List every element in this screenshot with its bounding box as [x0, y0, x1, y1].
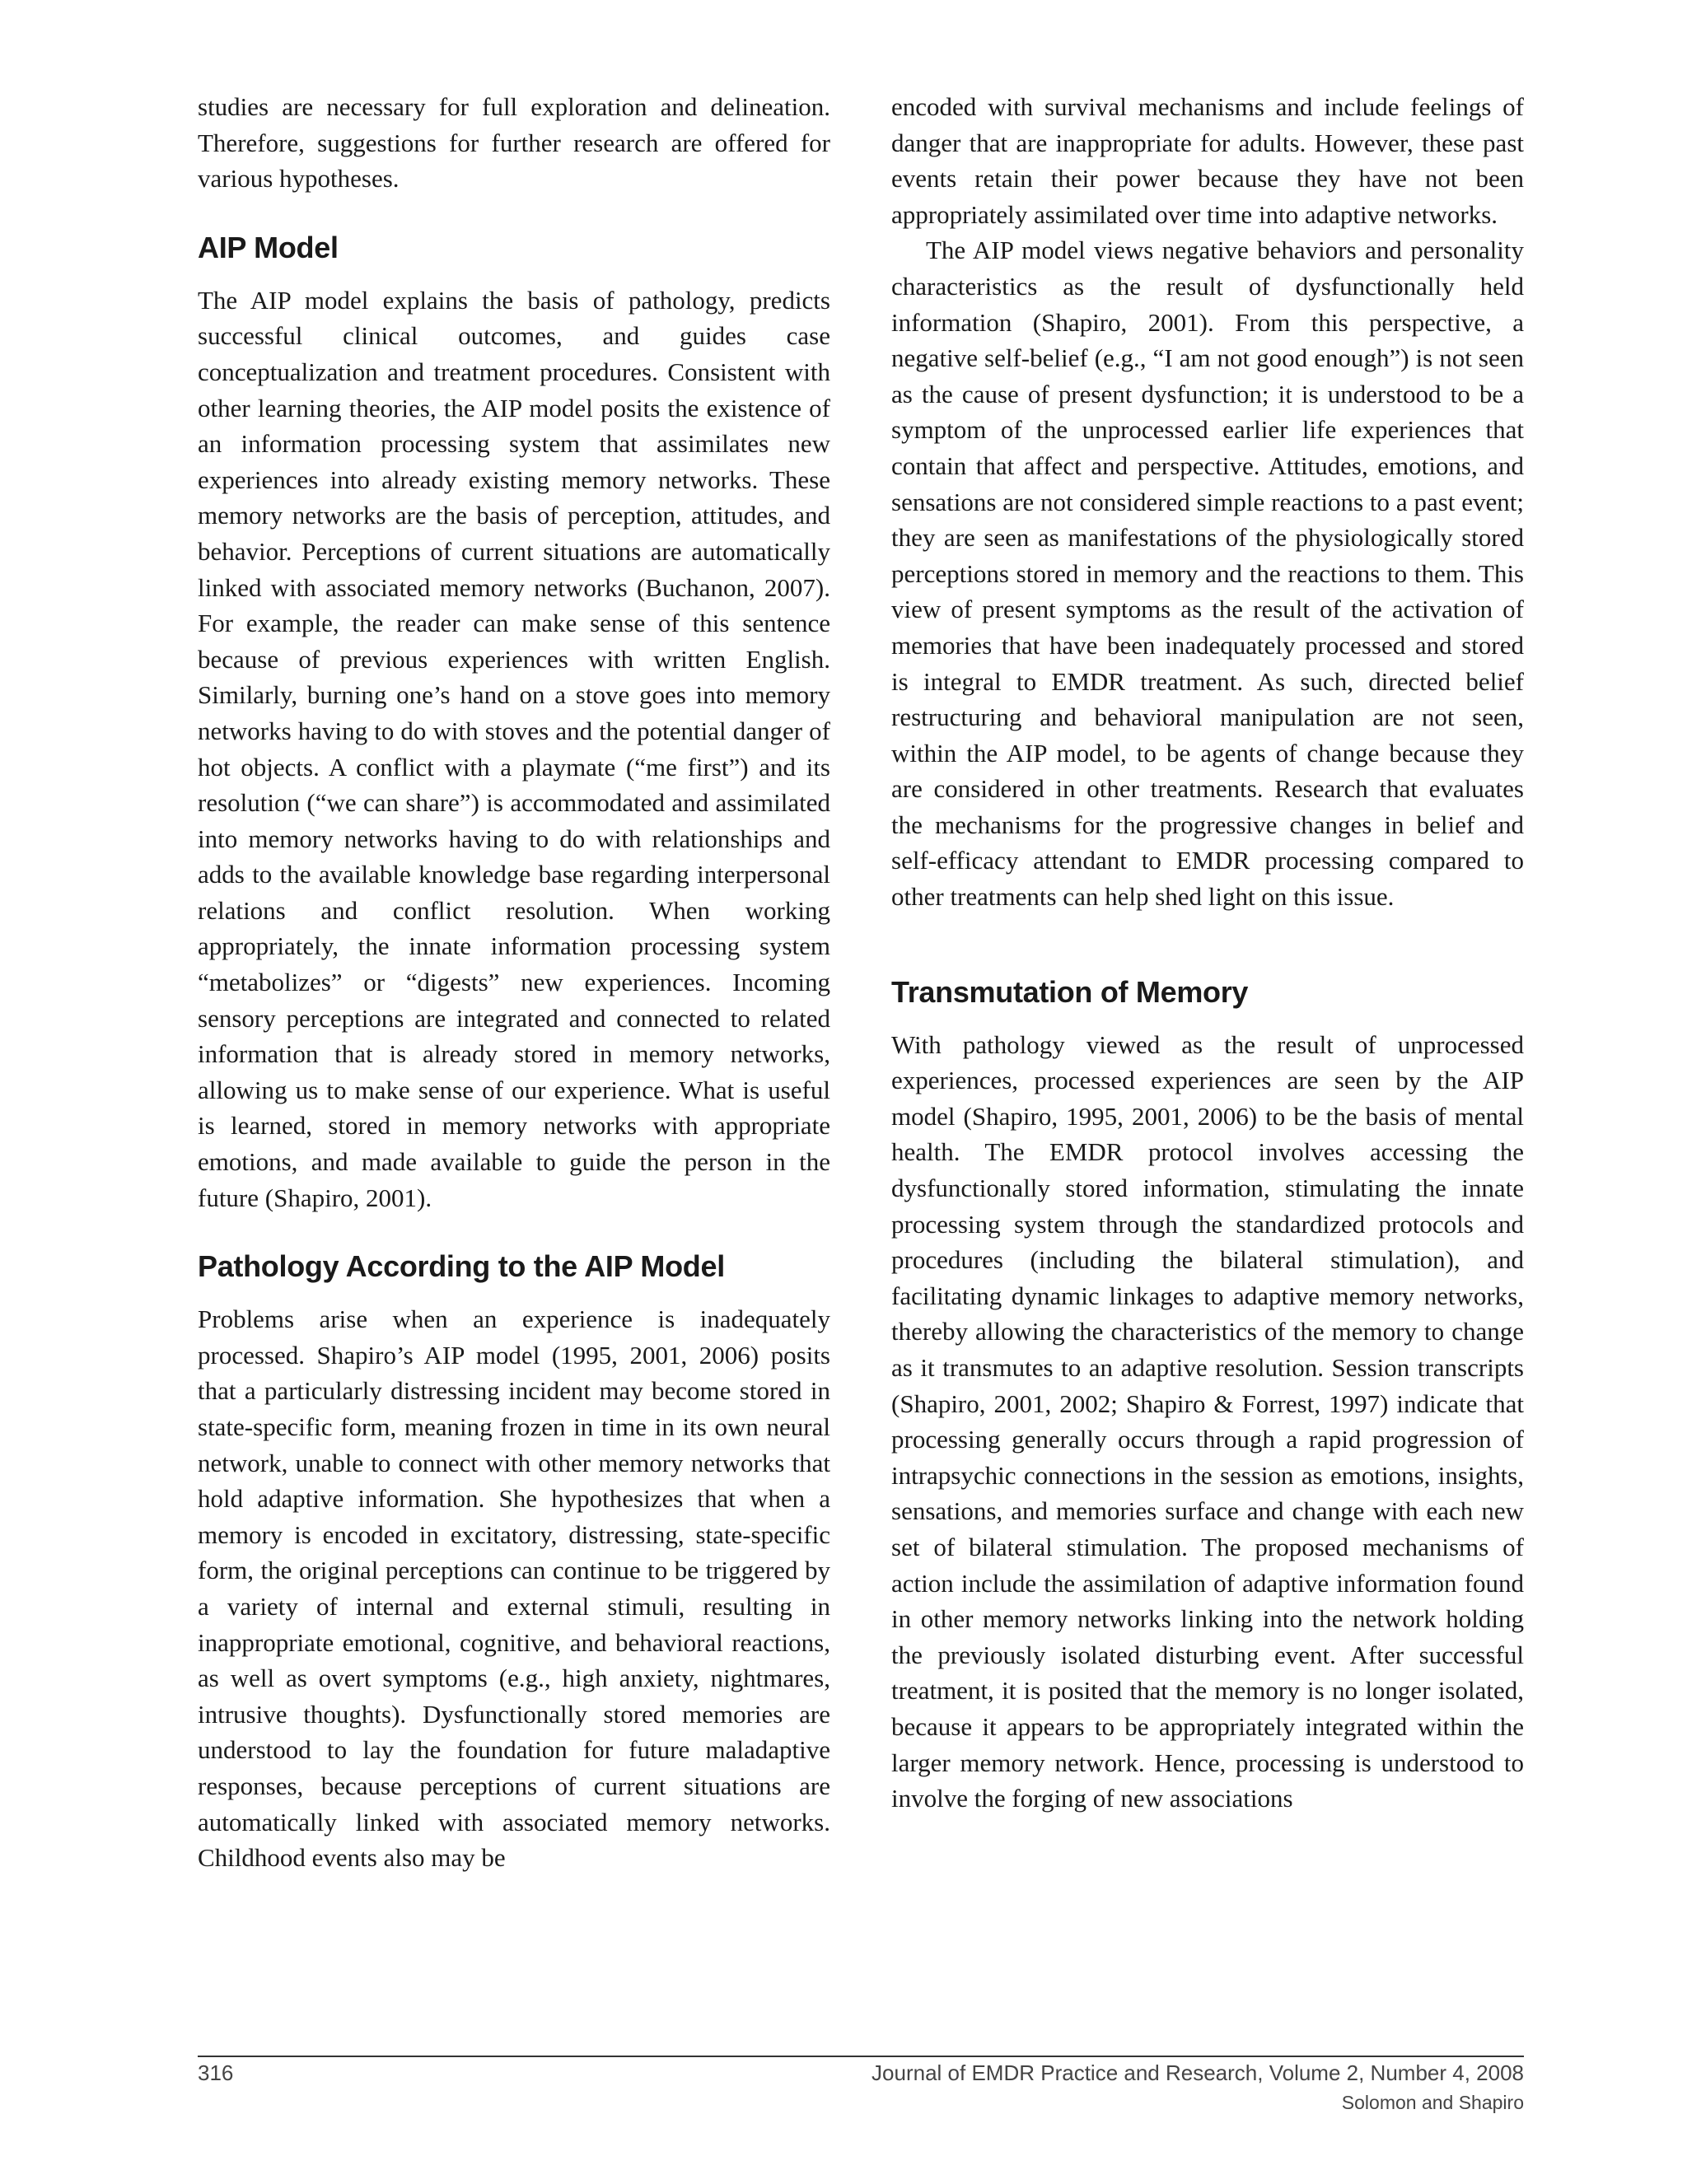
left-column: [198, 89, 830, 1876]
running-authors: Solomon and Shapiro: [1341, 2092, 1524, 2113]
intro-paragraph: studies are necessary for full exploration and delineation. Therefore, suggestions for further research are offered for various hypotheses.: [198, 92, 830, 194]
heading-pathology: Pathology According to the AIP Model: [198, 1249, 725, 1284]
transmutation-paragraph: With pathology viewed as the result of unprocessed experiences, processed experiences are seen by the AIP model (Shapiro, 1995, 2001, 2006) to be the basis of mental health. The EMDR protocol involves accessing the dysfunctionally stored information, stimulating the innate processing system through the standardized protocols and procedures (including the bilateral stimulation), and facilitating dynamic linkages to adaptive memory networks, thereby allowing the characteristics of the memory to change as it transmutes to an adaptive resolution. Session transcripts (Shapiro, 2001, 2002; Shapiro & Forrest, 1997) indicate that processing generally occurs through a rapid progression of intrapsychic connections in the session as emotions, insights, sensations, and memories surface and change with each new set of bilateral stimulation. The proposed mechanisms of action include the assimilation of adaptive information found in other memory networks linking into the network holding the previously isolated disturbing event. After successful treatment, it is posited that the memory is no longer isolated, because it appears to be appropriately integrated within the larger memory network. Hence, processing is understood to involve the forging of new associations: [891, 1029, 1524, 1813]
continued-paragraph: encoded with survival mechanisms and include feelings of danger that are inappropriate for adults. However, these past events retain their power because they have not been appropriately assimilated over time into adaptive networks.: [891, 92, 1524, 229]
heading-transmutation: Transmutation of Memory: [891, 974, 1249, 1009]
page-number: 316: [198, 2060, 234, 2085]
journal-citation: Journal of EMDR Practice and Research, Volume 2, Number 4, 2008: [872, 2060, 1524, 2085]
right-column: [891, 89, 1524, 1817]
footer-rule: [198, 2056, 1524, 2057]
pathology-paragraph: Problems arise when an experience is inadequately processed. Shapiro’s AIP model (1995, 2001, 2006) posits that a particularly distressing incident may become stored in state-specific form, meaning frozen in time in its own neural network, unable to connect with other memory networks that hold adaptive information. She hypothesizes that when a memory is encoded in excitatory, distressing, state-specific form, the original perceptions can continue to be triggered by a variety of internal and external stimuli, resulting in inappropriate emotional, cognitive, and behavioral reactions, as well as overt symptoms (e.g., high anxiety, nightmares, intrusive thoughts). Dysfunctionally stored memories are understood to lay the foundation for future maladaptive responses, because perceptions of current situations are automatically linked with associated memory networks. Childhood events also may be: [198, 1304, 830, 1873]
aip-model-paragraph: The AIP model explains the basis of pathology, predicts successful clinical outcomes, and guides case conceptualization and treatment procedures. Consistent with other learning theories, the AIP model posits the existence of an information processing system that assimilates new experiences into already existing memory networks. These memory networks are the basis of perception, attitudes, and behavior. Perceptions of current situations are automatically linked with associated memory networks (Buchanon, 2007). For example, the reader can make sense of this sentence because of previous experiences with written English. Similarly, burning one’s hand on a stove goes into memory networks having to do with stoves and the potential danger of hot objects. A conflict with a playmate (“me first”) and its resolution (“we can share”) is accommodated and assimilated into memory networks having to do with relationships and adds to the available knowledge base regarding interpersonal relations and conflict resolution. When working appropriately, the innate information processing system “metabolizes” or “digests” new experiences. Incoming sensory perceptions are integrated and connected to related information that is already stored in memory networks, allowing us to make sense of our experience. What is useful is learned, stored in memory networks with appropriate emotions, and made available to guide the person in the future (Shapiro, 2001).: [198, 285, 830, 1212]
negative-behaviors-paragraph: The AIP model views negative behaviors and personality characteristics as the result of dysfunctionally held information (Shapiro, 2001). From this perspective, a negative self-belief (e.g., “I am not good enough”) is not seen as the cause of present dysfunction; it is understood to be a symptom of the unprocessed earlier life experiences that contain that affect and perspective. Attitudes, emotions, and sensations are not considered simple reactions to a past event; they are seen as manifestations of the physiologically stored perceptions stored in memory and the reactions to them. This view of present symptoms as the result of the activation of memories that have been inadequately processed and stored is integral to EMDR treatment. As such, directed belief restructuring and behavioral manipulation are not seen, within the AIP model, to be agents of change because they are considered in other treatments. Research that evaluates the mechanisms for the progressive changes in belief and self-efficacy attendant to EMDR processing compared to other treatments can help shed light on this issue.: [891, 236, 1524, 912]
heading-aip-model: AIP Model: [198, 230, 339, 264]
